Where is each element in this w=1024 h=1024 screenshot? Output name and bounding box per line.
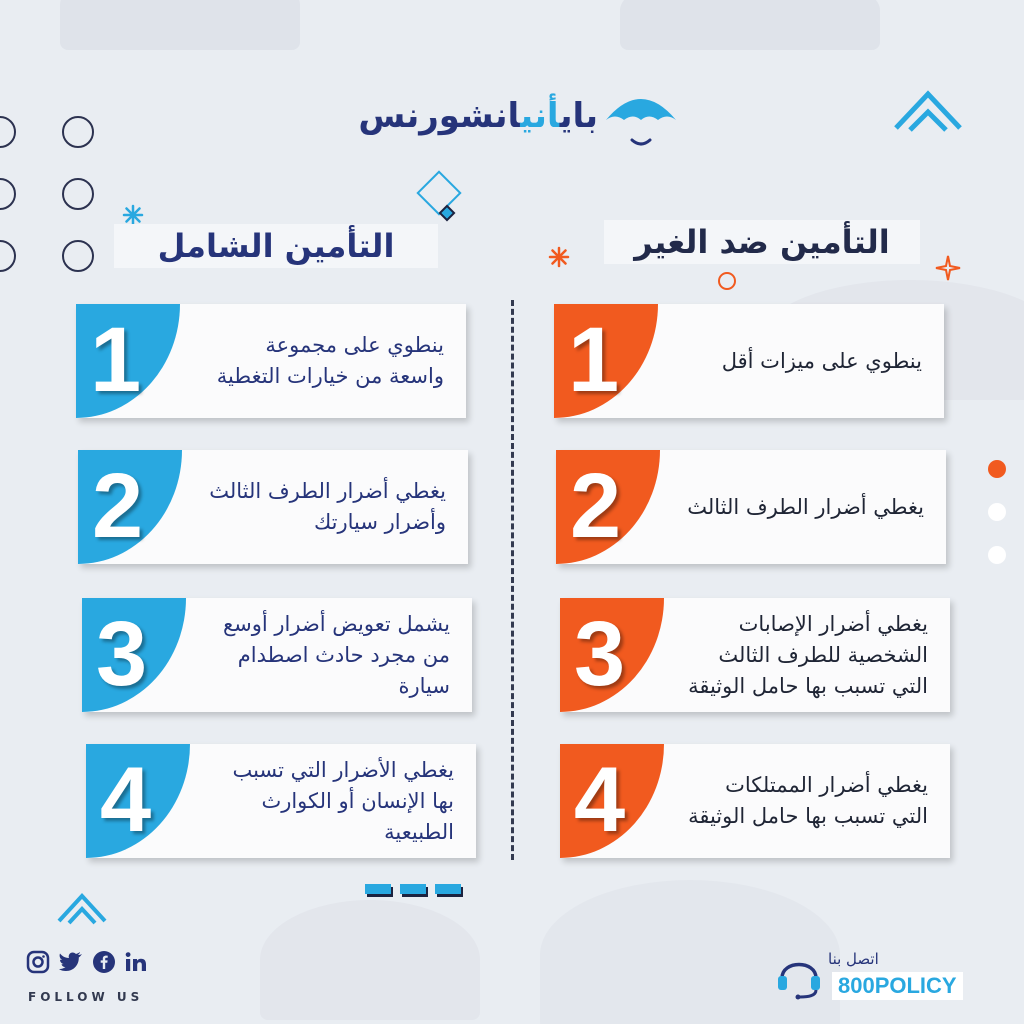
brand-name-part2: أني	[520, 96, 560, 136]
card-number: 4	[100, 749, 152, 851]
card-text-line: التي تسبب بها حامل الوثيقة	[688, 673, 928, 698]
card-text	[174, 304, 444, 418]
chevron-up-icon	[56, 888, 108, 926]
card-number: 2	[570, 455, 622, 557]
contact-us-label: اتصل بنا	[828, 950, 879, 968]
linkedin-icon[interactable]	[124, 950, 148, 974]
section-title-third-party: التأمين ضد الغير	[604, 220, 920, 264]
card-text-line: بها الإنسان أو الكوارث	[261, 788, 454, 813]
card-number: 4	[574, 749, 626, 851]
brand-name	[358, 96, 598, 136]
card-text-line: ينطوي على مجموعة	[265, 333, 444, 357]
card-text	[176, 450, 446, 564]
card-text	[654, 450, 924, 564]
decor-circle	[0, 116, 16, 148]
sparkle-icon	[934, 254, 962, 282]
decor-bar	[400, 884, 426, 894]
card-text-line: يغطي أضرار الإصابات	[738, 611, 928, 636]
card-text-line: وأضرار سيارتك	[313, 510, 446, 534]
asterisk-icon	[548, 246, 570, 268]
comprehensive-card-2	[78, 450, 468, 564]
decor-ring	[718, 272, 736, 290]
card-text-line: يغطي الأضرار التي تسبب	[232, 757, 454, 782]
phone-number[interactable]: 800POLICY	[832, 972, 963, 1000]
follow-us-label: FOLLOW US	[28, 990, 144, 1004]
section-title-comprehensive: التأمين الشامل	[114, 224, 438, 268]
card-text-line: يشمل تعويض أضرار أوسع	[222, 611, 450, 636]
instagram-icon[interactable]	[26, 950, 50, 974]
card-number: 1	[90, 309, 142, 411]
card-text	[180, 598, 450, 712]
card-number: 3	[96, 603, 148, 705]
card-text-line: الشخصية للطرف الثالث	[718, 642, 928, 667]
card-text-line: ينطوي على ميزات أقل	[721, 348, 922, 373]
card-number: 1	[568, 309, 620, 411]
card-text-line: واسعة من خيارات التغطية	[216, 364, 444, 388]
third-party-card-2	[556, 450, 946, 564]
card-text	[184, 744, 454, 858]
diamond-icon	[410, 170, 470, 230]
card-number: 3	[574, 603, 626, 705]
third-party-card-3	[560, 598, 950, 712]
facebook-icon[interactable]	[92, 950, 116, 974]
bg-umbrella-shape	[620, 0, 880, 50]
pagination-dot[interactable]	[988, 503, 1006, 521]
decor-bar	[435, 884, 461, 894]
brand-logo	[350, 86, 680, 156]
decor-circle	[62, 240, 94, 272]
comprehensive-card-3	[82, 598, 472, 712]
pagination-dot[interactable]	[988, 546, 1006, 564]
chevron-up-icon	[892, 84, 964, 136]
decor-circle	[0, 178, 16, 210]
bg-umbrella-shape	[60, 0, 300, 50]
card-text	[652, 304, 922, 418]
decor-circle	[62, 178, 94, 210]
card-text-line: من مجرد حادث اصطدام	[237, 642, 450, 667]
card-text-line: يغطي أضرار الطرف الثالث	[209, 479, 446, 503]
decor-circle	[0, 240, 16, 272]
column-divider	[511, 300, 514, 860]
comprehensive-card-4	[86, 744, 476, 858]
umbrella-icon	[602, 86, 680, 154]
card-number: 2	[92, 455, 144, 557]
brand-name-part3: انشورنس	[358, 96, 521, 136]
social-icons	[26, 950, 148, 974]
decor-circle	[62, 116, 94, 148]
third-party-card-1	[554, 304, 944, 418]
bg-umbrella-shape	[260, 900, 480, 1020]
card-text-line: التي تسبب بها حامل الوثيقة	[688, 804, 928, 828]
card-text-line: الطبيعية	[384, 819, 454, 844]
headset-icon	[776, 950, 822, 1000]
pagination-dot-active[interactable]	[988, 460, 1006, 478]
card-text-line: يغطي أضرار الممتلكات	[725, 773, 928, 797]
card-text-line: سيارة	[398, 673, 450, 698]
card-text	[658, 598, 928, 712]
brand-name-part1: باي	[559, 96, 598, 136]
comprehensive-card-1	[76, 304, 466, 418]
card-text	[658, 744, 928, 858]
twitter-icon[interactable]	[58, 950, 84, 974]
third-party-card-4	[560, 744, 950, 858]
card-text-line: يغطي أضرار الطرف الثالث	[687, 494, 924, 519]
decor-bar	[365, 884, 391, 894]
asterisk-icon	[122, 204, 144, 226]
